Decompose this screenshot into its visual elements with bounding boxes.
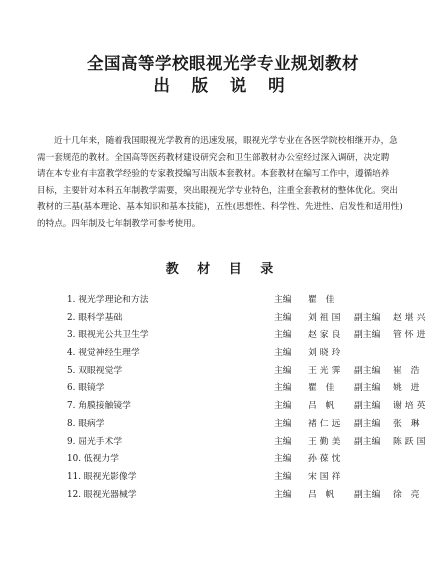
- associate-editor-role: 副主编: [354, 312, 381, 323]
- editor-role: 主编: [274, 348, 292, 359]
- toc-row: [67, 310, 437, 328]
- editor-role: 主编: [274, 330, 292, 341]
- associate-editor-name: 张 琳: [393, 418, 423, 429]
- book-title: 12. 眼视光器械学: [67, 489, 137, 500]
- intro-line: 近十几年来，随着我国眼视光学教育的迅速发展，眼视光学专业在各医学院校相继开办，急: [54, 136, 398, 146]
- associate-editor-name: 崔 浩: [393, 365, 423, 376]
- book-title: 1. 视光学理论和方法: [67, 295, 149, 305]
- associate-editor-role: 副主编: [354, 436, 381, 447]
- book-title: 4. 视觉神经生理学: [67, 348, 140, 359]
- editor-name: 瞿 佳: [308, 295, 338, 305]
- toc-row: [67, 292, 437, 310]
- editor-name: 吕 帆: [308, 489, 338, 500]
- page-title: 全国高等学校眼视光学专业规划教材: [87, 54, 359, 73]
- associate-editor-name: 管怀进: [393, 330, 429, 341]
- editor-role: 主编: [274, 489, 292, 500]
- book-title: 6. 眼镜学: [67, 383, 105, 394]
- associate-editor-name: 赵堪兴: [393, 312, 429, 323]
- editor-name: 刘晓玲: [308, 348, 344, 359]
- editor-role: 主编: [274, 401, 292, 412]
- toc-row: [67, 398, 437, 416]
- toc-list: [67, 292, 437, 504]
- intro-line: 的特点。四年制及七年制教学可参考使用。: [37, 218, 201, 229]
- associate-editor-role: 副主编: [354, 383, 381, 394]
- associate-editor-role: 副主编: [354, 489, 381, 500]
- editor-role: 主编: [274, 454, 292, 465]
- toc-row: [67, 451, 437, 469]
- editor-name: 赵家良: [308, 330, 344, 341]
- editor-name: 褚仁远: [308, 418, 344, 429]
- associate-editor-role: 副主编: [354, 330, 381, 341]
- intro-line: 目标，主要针对本科五年制教学需要，突出眼视光学专业特色，注重全套教材的整体优化。突出: [37, 185, 398, 196]
- book-title: 11. 眼视光影像学: [67, 471, 137, 482]
- editor-name: 瞿 佳: [308, 383, 338, 394]
- editor-role: 主编: [274, 295, 292, 305]
- toc-row: [67, 416, 437, 434]
- intro-line: 请在本专业有丰富教学经验的专家教授编写出版本套教材。本套教材在编写工作中，遵循培养: [37, 169, 390, 180]
- intro-line: 教材的三基(基本理论、基本知识和基本技能)，五性(思想性、科学性、先进性、启发性和适用性): [37, 202, 403, 213]
- toc-row: [67, 469, 437, 487]
- toc-row: [67, 380, 437, 398]
- book-title: 5. 双眼视觉学: [67, 365, 123, 376]
- associate-editor-role: 副主编: [354, 418, 381, 429]
- editor-name: 王勤美: [308, 436, 344, 447]
- toc-row: [67, 345, 437, 363]
- editor-role: 主编: [274, 312, 292, 323]
- toc-row: [67, 487, 437, 505]
- toc-row: [67, 363, 437, 381]
- associate-editor-role: 副主编: [354, 365, 381, 376]
- associate-editor-role: 副主编: [354, 401, 381, 412]
- editor-role: 主编: [274, 365, 292, 376]
- editor-role: 主编: [274, 383, 292, 394]
- book-title: 7. 角膜接触镜学: [67, 401, 131, 412]
- book-title: 3. 眼视光公共卫生学: [67, 330, 149, 341]
- book-title: 9. 屈光手术学: [67, 436, 123, 447]
- intro-paragraph: [37, 133, 446, 233]
- toc-row: [67, 327, 437, 345]
- editor-name: 宋国祥: [308, 471, 344, 482]
- page-subtitle: 出 版 说 明: [153, 76, 293, 95]
- editor-name: 刘祖国: [308, 312, 344, 323]
- book-title: 10. 低视力学: [67, 454, 119, 465]
- associate-editor-name: 陈跃国: [393, 436, 429, 447]
- editor-role: 主编: [274, 418, 292, 429]
- editor-name: 吕 帆: [308, 401, 338, 412]
- editor-role: 主编: [274, 436, 292, 447]
- editor-role: 主编: [274, 471, 292, 482]
- associate-editor-name: 谢培英: [393, 401, 429, 412]
- toc-row: [67, 434, 437, 452]
- intro-line: 需一套规范的教材。全国高等医药教材建设研究会和卫生部教材办公室经过深入调研，决定聘: [37, 152, 390, 163]
- book-title: 8. 眼病学: [67, 418, 105, 429]
- associate-editor-name: 徐 亮: [393, 489, 423, 500]
- editor-name: 王光霁: [308, 365, 344, 376]
- toc-heading: 教 材 目 录: [165, 262, 281, 277]
- associate-editor-name: 姚 进: [393, 383, 423, 394]
- book-title: 2. 眼科学基础: [67, 312, 123, 323]
- editor-name: 孙葆忱: [308, 454, 344, 465]
